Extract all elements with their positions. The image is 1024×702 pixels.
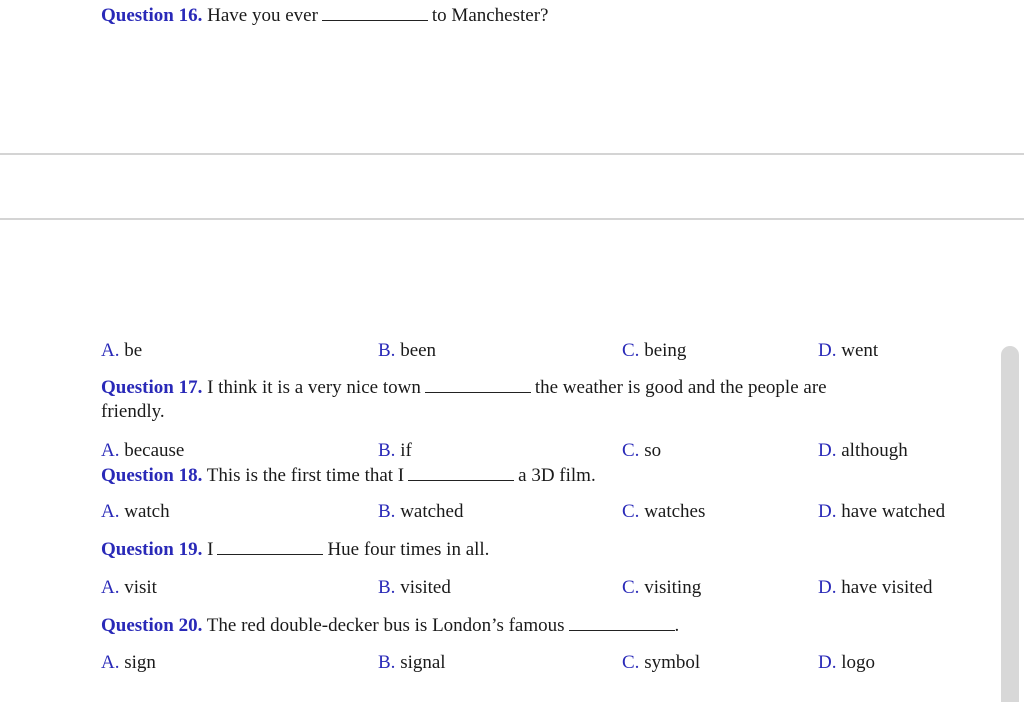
option-letter: D.	[818, 440, 837, 461]
option-b[interactable]	[378, 439, 412, 463]
question-17-stem	[101, 376, 827, 400]
vertical-scrollbar[interactable]	[1001, 346, 1019, 702]
option-letter: D.	[818, 501, 837, 522]
option-d[interactable]	[818, 439, 908, 463]
stem-text: Have you ever	[207, 5, 318, 26]
option-text: if	[400, 440, 412, 461]
option-text: be	[124, 340, 143, 361]
question-17-stem-continued	[101, 400, 165, 424]
stem-text: Hue four times in all.	[327, 539, 490, 560]
option-text: sign	[124, 652, 156, 673]
option-text: have watched	[841, 501, 946, 522]
question-number: Question 18.	[101, 465, 203, 486]
option-text: watched	[400, 501, 464, 522]
option-a[interactable]	[101, 651, 156, 675]
option-text: visit	[124, 577, 157, 598]
stem-text: I think it is a very nice town	[207, 377, 421, 398]
option-c[interactable]	[622, 576, 701, 600]
option-letter: D.	[818, 652, 837, 673]
answer-blank	[408, 464, 514, 481]
stem-text: to Manchester?	[431, 5, 549, 26]
option-letter: C.	[622, 501, 640, 522]
option-letter: C.	[622, 340, 640, 361]
option-text: watch	[124, 501, 170, 522]
option-text: although	[841, 440, 908, 461]
option-text: so	[644, 440, 662, 461]
option-a[interactable]	[101, 576, 157, 600]
stem-text: friendly.	[101, 401, 165, 422]
option-a[interactable]	[101, 439, 184, 463]
option-c[interactable]	[622, 339, 686, 363]
stem-text: a 3D film.	[518, 465, 596, 486]
answer-blank	[217, 538, 323, 555]
answer-blank	[569, 614, 675, 631]
question-number: Question 19.	[101, 539, 203, 560]
answer-blank	[425, 376, 531, 393]
option-letter: B.	[378, 340, 396, 361]
option-b[interactable]	[378, 576, 451, 600]
option-letter: B.	[378, 440, 396, 461]
question-number: Question 20.	[101, 615, 203, 636]
option-text: logo	[841, 652, 876, 673]
stem-text: The red double-decker bus is London’s famous	[206, 615, 565, 636]
option-b[interactable]	[378, 651, 446, 675]
option-text: being	[644, 340, 687, 361]
option-d[interactable]	[818, 576, 933, 600]
option-letter: D.	[818, 340, 837, 361]
option-text: visited	[400, 577, 451, 598]
option-text: have visited	[841, 577, 933, 598]
option-a[interactable]	[101, 339, 142, 363]
option-d[interactable]	[818, 500, 945, 524]
option-text: been	[400, 340, 437, 361]
option-letter: B.	[378, 501, 396, 522]
option-text: signal	[400, 652, 446, 673]
option-letter: C.	[622, 577, 640, 598]
option-letter: C.	[622, 652, 640, 673]
option-d[interactable]	[818, 651, 875, 675]
stem-text: .	[674, 615, 680, 636]
question-number: Question 16.	[101, 5, 203, 26]
option-text: visiting	[644, 577, 702, 598]
option-c[interactable]	[622, 439, 661, 463]
option-c[interactable]	[622, 651, 700, 675]
divider	[0, 218, 1024, 220]
option-letter: A.	[101, 501, 120, 522]
stem-text: I	[207, 539, 214, 560]
option-letter: A.	[101, 440, 120, 461]
question-20-stem	[101, 614, 679, 638]
option-text: because	[124, 440, 185, 461]
option-c[interactable]	[622, 500, 705, 524]
option-letter: B.	[378, 652, 396, 673]
option-b[interactable]	[378, 500, 464, 524]
option-letter: C.	[622, 440, 640, 461]
question-number: Question 17.	[101, 377, 203, 398]
option-letter: A.	[101, 340, 120, 361]
option-a[interactable]	[101, 500, 170, 524]
answer-blank	[322, 4, 428, 21]
option-letter: D.	[818, 577, 837, 598]
question-16-stem	[101, 4, 548, 28]
option-text: watches	[644, 501, 706, 522]
option-b[interactable]	[378, 339, 436, 363]
option-text: symbol	[644, 652, 701, 673]
option-letter: A.	[101, 652, 120, 673]
divider	[0, 153, 1024, 155]
question-19-stem	[101, 538, 489, 562]
option-letter: B.	[378, 577, 396, 598]
option-letter: A.	[101, 577, 120, 598]
option-d[interactable]	[818, 339, 878, 363]
stem-text: This is the first time that I	[206, 465, 405, 486]
option-text: went	[841, 340, 879, 361]
question-18-stem	[101, 464, 596, 488]
stem-text: the weather is good and the people are	[534, 377, 827, 398]
